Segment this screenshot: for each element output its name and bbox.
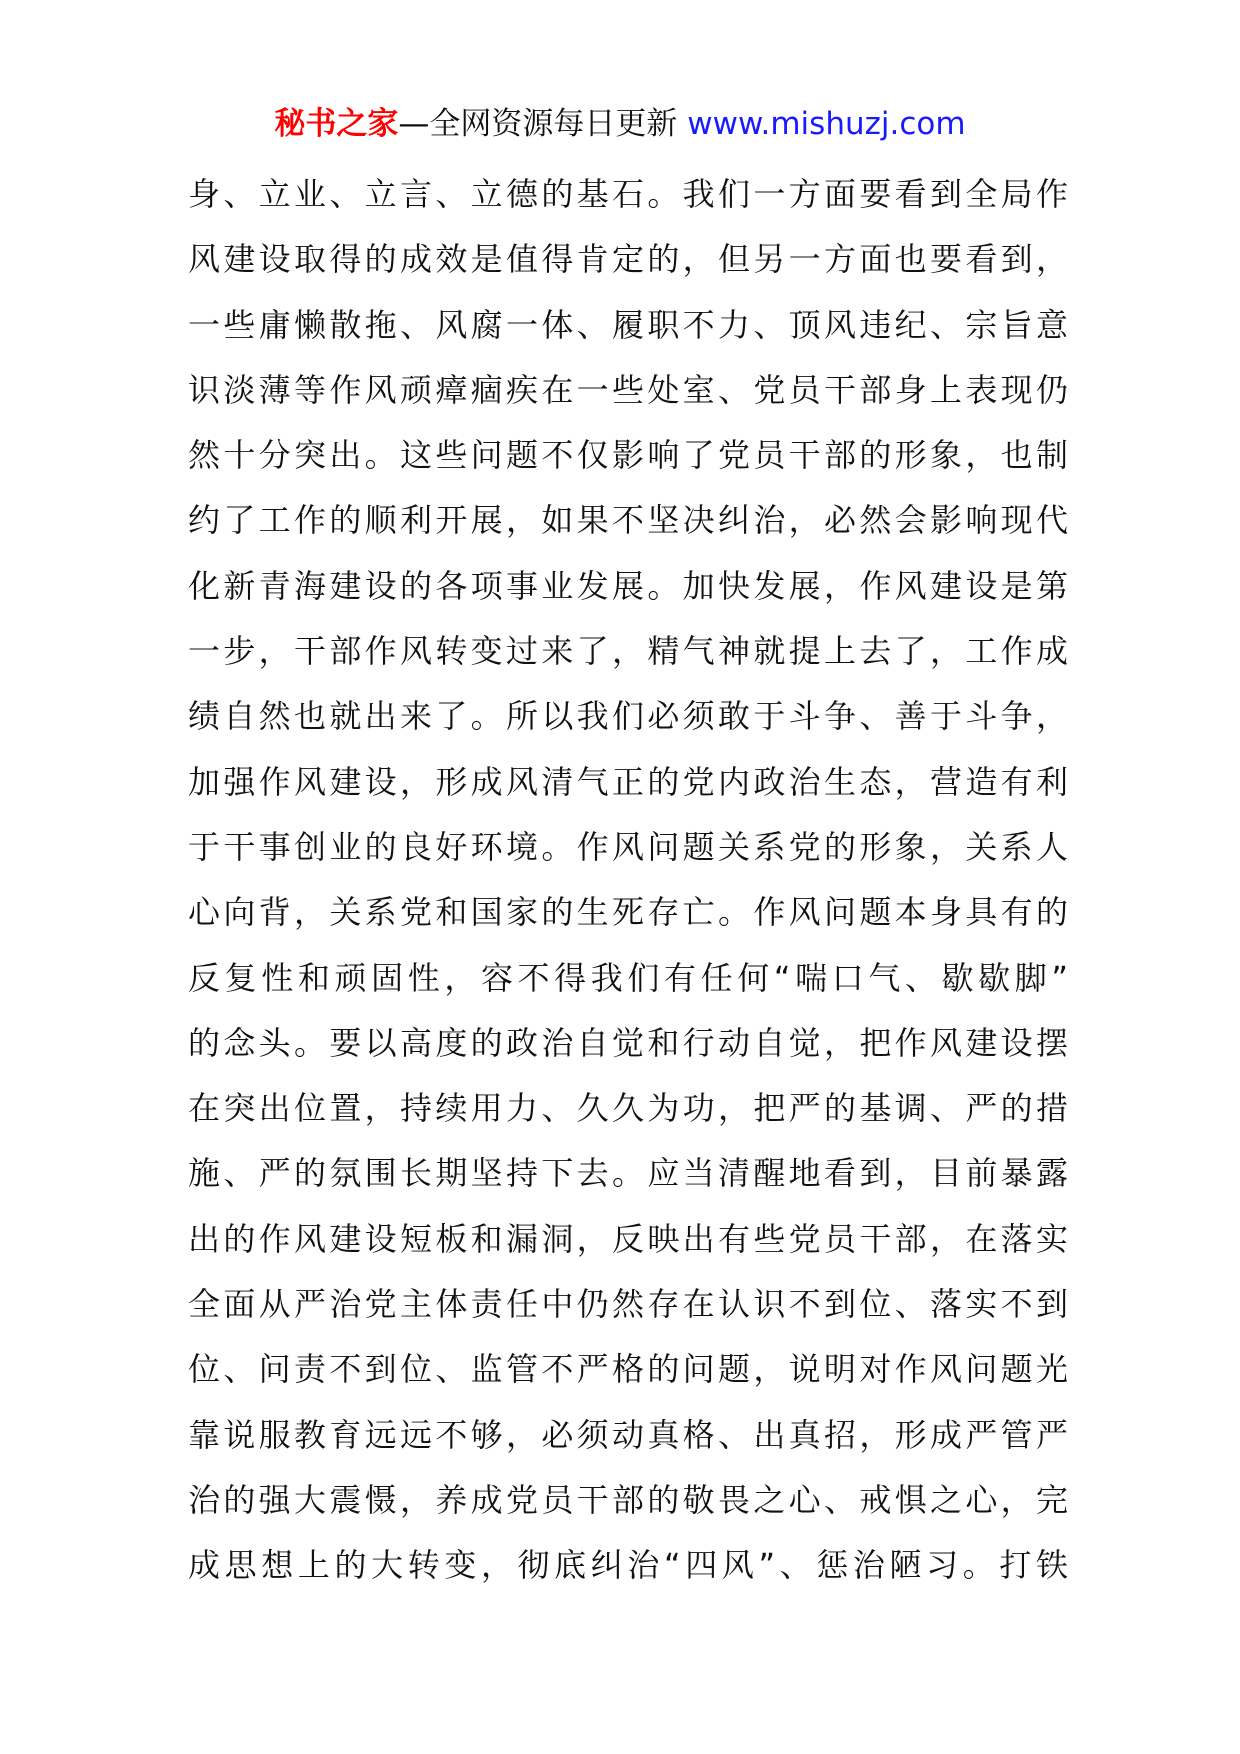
- text-line: 靠说服教育远远不够，必须动真格、出真招，形成严管严: [188, 1415, 1068, 1454]
- text-line: 的念头。要以高度的政治自觉和行动自觉，把作风建设摆: [188, 1023, 1068, 1062]
- text-line: 于干事创业的良好环境。作风问题关系党的形象，关系人: [188, 827, 1068, 866]
- text-line: 绩自然也就出来了。所以我们必须敢于斗争、善于斗争，: [188, 697, 1068, 736]
- text-line: 心向背，关系党和国家的生死存亡。作风问题本身具有的: [188, 893, 1068, 932]
- text-line: 加强作风建设，形成风清气正的党内政治生态，营造有利: [188, 762, 1068, 801]
- text-line: 治的强大震慑，养成党员干部的敬畏之心、戒惧之心，完: [188, 1480, 1068, 1519]
- header-tagline: —全网资源每日更新: [398, 106, 688, 142]
- text-line: 一些庸懒散拖、风腐一体、履职不力、顶风违纪、宗旨意: [188, 305, 1068, 344]
- text-line: 位、问责不到位、监管不严格的问题，说明对作风问题光: [188, 1350, 1068, 1389]
- text-line: 成思想上的大转变，彻底纠治“四风”、惩治陋习。打铁: [188, 1546, 1068, 1585]
- page-header: [0, 102, 1240, 146]
- text-line: 在突出位置，持续用力、久久为功，把严的基调、严的措: [188, 1089, 1068, 1128]
- website-url[interactable]: www.mishuzj.com: [687, 106, 966, 142]
- text-line: 识淡薄等作风顽瘴痼疾在一些处室、党员干部身上表现仍: [188, 370, 1068, 409]
- text-line: 出的作风建设短板和漏洞，反映出有些党员干部，在落实: [188, 1219, 1068, 1258]
- text-line: 约了工作的顺利开展，如果不坚决纠治，必然会影响现代: [188, 501, 1068, 540]
- text-line: 身、立业、立言、立德的基石。我们一方面要看到全局作: [188, 175, 1068, 213]
- text-line: 全面从严治党主体责任中仍然存在认识不到位、落实不到: [188, 1285, 1068, 1324]
- text-line: 化新青海建设的各项事业发展。加快发展，作风建设是第: [188, 566, 1068, 605]
- text-line: 然十分突出。这些问题不仅影响了党员干部的形象，也制: [188, 436, 1068, 475]
- text-line: 反复性和顽固性，容不得我们有任何“喘口气、歇歇脚”: [188, 958, 1068, 997]
- brand-name: 秘书之家: [274, 106, 399, 142]
- text-line: 风建设取得的成效是值得肯定的，但另一方面也要看到，: [188, 240, 1068, 279]
- document-body: [188, 162, 1068, 1599]
- text-line: 施、严的氛围长期坚持下去。应当清醒地看到，目前暴露: [188, 1154, 1068, 1193]
- text-line: 一步，干部作风转变过来了，精气神就提上去了，工作成: [188, 632, 1068, 671]
